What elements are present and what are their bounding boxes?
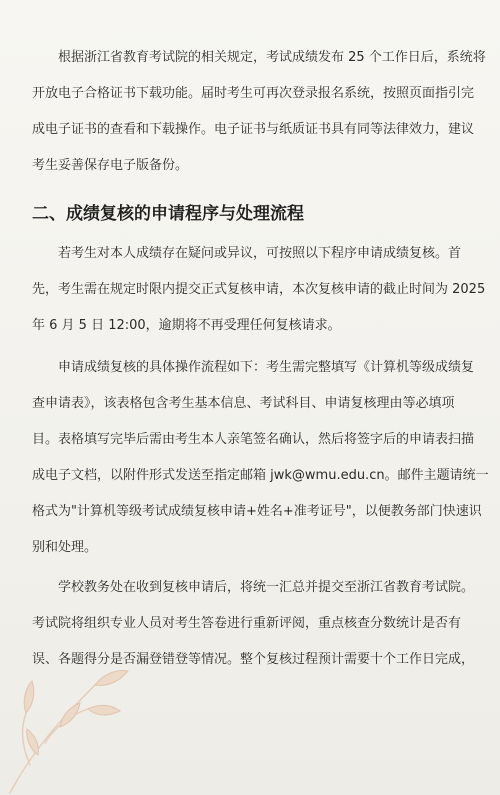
text-line: 格式为"计算机等级考试成绩复核申请+姓名+准考证号"，以便教务部门快速识 xyxy=(32,504,482,519)
text-line: 考试院将组织专业人员对考生答卷进行重新评阅，重点核查分数统计是否有 xyxy=(32,616,462,631)
text-line: 目。表格填写完毕后需由考生本人亲笔签名确认，然后将签字后的申请表扫描 xyxy=(32,432,475,447)
text-line: 若考生对本人成绩存在疑问或异议，可按照以下程序申请成绩复核。首 xyxy=(58,246,462,261)
text-line: 成电子文档，以附件形式发送至指定邮箱 jwk@wmu.edu.cn。邮件主题请统一 xyxy=(32,468,489,483)
text-line: 学校教务处在收到复核申请后，将统一汇总并提交至浙江省教育考试院。 xyxy=(58,580,475,595)
text-line: 误、各题得分是否漏登错登等情况。整个复核过程预计需要十个工作日完成， xyxy=(32,652,475,667)
section-heading: 二、成绩复核的申请程序与处理流程 xyxy=(32,204,304,224)
spacer xyxy=(32,184,472,196)
text-line: 根据浙江省教育考试院的相关规定，考试成绩发布 25 个工作日后，系统将 xyxy=(58,50,486,65)
paragraph-review-intro xyxy=(32,236,486,344)
text-line: 开放电子合格证书下载功能。届时考生可再次登录报名系统，按照页面指引完 xyxy=(32,86,475,101)
paragraph-review-procedure xyxy=(32,350,489,566)
document-body xyxy=(32,40,489,678)
text-line: 先，考生需在规定时限内提交正式复核申请，本次复核申请的截止时间为 2025 xyxy=(32,282,486,297)
text-line: 考生妥善保存电子版备份。 xyxy=(32,158,189,173)
text-line: 别和处理。 xyxy=(32,540,98,555)
paragraph-certificate xyxy=(32,40,486,184)
text-line: 年 6 月 5 日 12:00，逾期将不再受理任何复核请求。 xyxy=(32,318,341,333)
text-line: 申请成绩复核的具体操作流程如下：考生需完整填写《计算机等级成绩复 xyxy=(58,360,475,375)
text-line: 成电子证书的查看和下载操作。电子证书与纸质证书具有同等法律效力，建议 xyxy=(32,122,475,137)
paragraph-review-processing xyxy=(32,570,475,678)
text-line: 查申请表》，该表格包含考生基本信息、考试科目、申请复核理由等必填项 xyxy=(32,396,455,411)
